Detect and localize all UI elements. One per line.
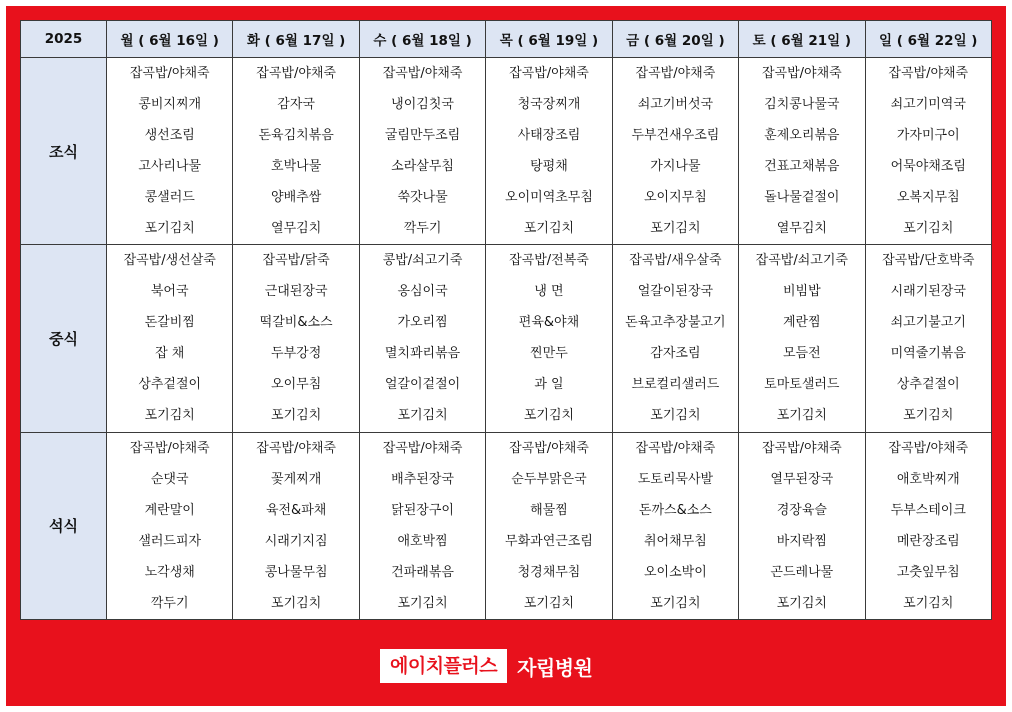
day-header-wed: 수 ( 6월 18일 ) [359, 21, 485, 58]
menu-item: 포기김치 [903, 595, 954, 611]
menu-item: 상추겉절이 [138, 377, 202, 393]
menu-cell-tue [233, 245, 359, 432]
menu-item: 옹심이국 [397, 284, 448, 300]
menu-item: 건표고채볶음 [764, 159, 840, 175]
menu-item: 상추겉절이 [896, 377, 960, 393]
menu-item: 두부스테이크 [890, 502, 966, 518]
menu-item: 열무김치 [271, 221, 322, 237]
menu-item: 돌나물겉절이 [764, 190, 840, 206]
menu-cell-sat [739, 245, 865, 432]
menu-item: 포기김치 [397, 595, 448, 611]
menu-cell-fri [612, 58, 738, 245]
menu-item: 돈육김치볶음 [258, 128, 334, 144]
menu-item: 잡곡밥/야채죽 [635, 440, 716, 456]
menu-cell-sat [739, 432, 865, 619]
menu-item: 탕평채 [530, 159, 568, 175]
menu-item: 감자국 [277, 97, 315, 113]
menu-cell-fri [612, 432, 738, 619]
menu-item: 사태장조림 [517, 128, 581, 144]
menu-item: 가자미구이 [896, 128, 960, 144]
menu-item: 오이미역초무침 [505, 190, 593, 206]
menu-item: 포기김치 [903, 221, 954, 237]
menu-cell-sun [865, 58, 991, 245]
menu-item: 편육&야채 [518, 315, 580, 331]
menu-item: 잡 채 [155, 346, 185, 362]
menu-item: 도토리묵사발 [637, 471, 714, 487]
menu-cell-mon [107, 245, 233, 432]
menu-item: 애호박찜 [397, 533, 448, 549]
menu-item: 잡곡밥/새우살죽 [629, 253, 722, 269]
menu-item: 잡곡밥/전복죽 [509, 253, 589, 269]
menu-item: 닭된장구이 [391, 502, 454, 518]
meal-label: 석식 [21, 432, 107, 619]
menu-item: 열무김치 [776, 221, 827, 237]
menu-cell-thu [486, 432, 612, 619]
hospital-name: 자립병원 [517, 655, 593, 680]
menu-item: 멸치꽈리볶음 [384, 346, 461, 362]
menu-item: 순댓국 [150, 471, 189, 487]
menu-item: 콩밥/쇠고기죽 [382, 253, 463, 269]
menu-table-container [20, 20, 992, 620]
menu-item: 브로컬리샐러드 [631, 377, 720, 393]
menu-item: 육전&파채 [265, 502, 327, 518]
header-row [21, 21, 992, 58]
menu-item: 포기김치 [523, 408, 575, 424]
day-header-tue: 화 ( 6월 17일 ) [233, 21, 359, 58]
menu-item: 고사리나물 [138, 159, 202, 175]
menu-item: 쇠고기미역국 [890, 97, 966, 113]
menu-item: 오복지무침 [896, 190, 960, 206]
menu-cell-wed [359, 58, 485, 245]
menu-item: 잡곡밥/야채죽 [888, 66, 969, 82]
menu-item: 잡곡밥/야채죽 [509, 66, 589, 82]
menu-item: 취어채무침 [644, 533, 707, 549]
menu-item: 돈갈비찜 [144, 315, 195, 331]
menu-item: 노각생채 [144, 564, 195, 580]
red-frame [6, 6, 1006, 706]
menu-cell-mon [107, 432, 233, 619]
menu-item: 열무된장국 [770, 471, 834, 487]
day-header-fri: 금 ( 6월 20일 ) [612, 21, 738, 58]
menu-item: 얼갈이된장국 [637, 284, 714, 300]
menu-item: 냉이김칫국 [391, 97, 454, 113]
menu-item: 잡곡밥/야채죽 [509, 440, 589, 456]
menu-item: 가오리찜 [397, 315, 448, 331]
menu-item: 콩나물무침 [264, 564, 328, 580]
weekly-menu-table [20, 20, 992, 620]
menu-item: 시래기된장국 [890, 284, 966, 300]
menu-item: 해물찜 [530, 502, 568, 518]
menu-item: 잡곡밥/야채죽 [761, 440, 842, 456]
menu-item: 어묵야채조림 [890, 159, 966, 175]
menu-item: 포기김치 [650, 221, 701, 237]
menu-item: 잡곡밥/야채죽 [382, 440, 463, 456]
menu-cell-mon [107, 58, 233, 245]
menu-cell-tue [233, 58, 359, 245]
menu-item: 오이소박이 [644, 564, 707, 580]
menu-cell-wed [359, 432, 485, 619]
menu-item: 호박나물 [271, 159, 322, 175]
menu-item: 잡곡밥/야채죽 [382, 66, 463, 82]
menu-item: 쇠고기버섯국 [637, 97, 714, 113]
menu-item: 포기김치 [650, 408, 701, 424]
menu-item: 콩비지찌개 [138, 97, 202, 113]
menu-item: 샐러드피자 [138, 533, 202, 549]
menu-item: 애호박찌개 [896, 471, 960, 487]
menu-item: 고춧잎무침 [896, 564, 960, 580]
menu-item: 잡곡밥/야채죽 [129, 440, 210, 456]
menu-item: 돈까스&소스 [638, 502, 712, 518]
menu-item: 비빔밥 [782, 284, 821, 300]
hospital-logo [380, 648, 592, 684]
menu-item: 잡곡밥/야채죽 [888, 440, 969, 456]
menu-cell-thu [486, 245, 612, 432]
menu-item: 얼갈이겉절이 [384, 377, 461, 393]
menu-item: 근대된장국 [264, 284, 328, 300]
menu-item: 시래기지짐 [264, 533, 328, 549]
menu-item: 건파래볶음 [391, 564, 454, 580]
menu-item: 굴림만두조림 [384, 128, 461, 144]
menu-item: 가지나물 [650, 159, 701, 175]
meal-row [21, 58, 992, 245]
menu-item: 미역줄기볶음 [890, 346, 966, 362]
menu-item: 잡곡밥/닭죽 [262, 253, 330, 269]
menu-cell-sun [865, 245, 991, 432]
menu-item: 계란찜 [782, 315, 821, 331]
menu-cell-thu [486, 58, 612, 245]
menu-item: 김치콩나물국 [764, 97, 840, 113]
meal-label: 조식 [21, 58, 107, 245]
menu-cell-sat [739, 58, 865, 245]
menu-cell-tue [233, 432, 359, 619]
day-header-mon: 월 ( 6월 16일 ) [107, 21, 233, 58]
menu-item: 곤드레나물 [770, 564, 834, 580]
menu-item: 포기김치 [271, 595, 322, 611]
menu-item: 포기김치 [776, 408, 827, 424]
menu-item: 북어국 [150, 284, 189, 300]
menu-item: 포기김치 [271, 408, 322, 424]
year-header: 2025 [21, 21, 107, 58]
menu-item: 배추된장국 [391, 471, 454, 487]
menu-item: 포기김치 [144, 408, 195, 424]
menu-item: 깍두기 [403, 221, 442, 237]
menu-item: 쑥갓나물 [397, 190, 448, 206]
menu-item: 청국장찌개 [517, 97, 581, 113]
menu-item: 잡곡밥/생선살죽 [123, 253, 216, 269]
menu-item: 양배추쌈 [271, 190, 322, 206]
menu-item: 무화과연근조림 [505, 533, 593, 549]
menu-item: 두부건새우조림 [631, 128, 720, 144]
menu-item: 순두부맑은국 [511, 471, 587, 487]
menu-item: 포기김치 [523, 595, 575, 611]
menu-item: 잡곡밥/야채죽 [256, 440, 336, 456]
menu-item: 청경채무침 [517, 564, 581, 580]
menu-item: 두부강정 [271, 346, 322, 362]
menu-cell-sun [865, 432, 991, 619]
menu-item: 찐만두 [530, 346, 568, 362]
menu-item: 소라살무침 [391, 159, 454, 175]
menu-item: 포기김치 [397, 408, 448, 424]
menu-item: 떡갈비&소스 [259, 315, 333, 331]
menu-item: 잡곡밥/야채죽 [635, 66, 716, 82]
menu-item: 잡곡밥/쇠고기죽 [755, 253, 848, 269]
meal-row [21, 245, 992, 432]
menu-item: 잡곡밥/야채죽 [761, 66, 842, 82]
menu-item: 포기김치 [650, 595, 701, 611]
menu-item: 메란장조림 [896, 533, 960, 549]
menu-item: 잡곡밥/단호박죽 [882, 253, 975, 269]
menu-item: 계란말이 [144, 502, 195, 518]
menu-item: 냉 면 [534, 284, 564, 300]
menu-item: 경장육슬 [776, 502, 827, 518]
menu-item: 과 일 [534, 377, 564, 393]
menu-item: 콩샐러드 [144, 190, 195, 206]
menu-item: 포기김치 [523, 221, 575, 237]
menu-item: 토마토샐러드 [764, 377, 840, 393]
meal-row [21, 432, 992, 619]
menu-item: 오이무침 [271, 377, 322, 393]
menu-item: 포기김치 [776, 595, 827, 611]
menu-item: 깍두기 [150, 595, 189, 611]
day-header-sun: 일 ( 6월 22일 ) [865, 21, 991, 58]
menu-item: 잡곡밥/야채죽 [256, 66, 336, 82]
day-header-sat: 토 ( 6월 21일 ) [739, 21, 865, 58]
menu-item: 잡곡밥/야채죽 [129, 66, 210, 82]
menu-cell-fri [612, 245, 738, 432]
menu-item: 생선조림 [144, 128, 195, 144]
menu-item: 포기김치 [903, 408, 954, 424]
menu-item: 포기김치 [144, 221, 195, 237]
menu-item: 바지락찜 [776, 533, 827, 549]
menu-item: 꽃게찌개 [271, 471, 322, 487]
menu-item: 훈제오리볶음 [764, 128, 840, 144]
menu-item: 감자조림 [650, 346, 701, 362]
menu-cell-wed [359, 245, 485, 432]
menu-item: 모듬전 [782, 346, 821, 362]
meal-label: 중식 [21, 245, 107, 432]
brand-logo-text: 에이치플러스 [380, 649, 507, 683]
menu-item: 오이지무침 [644, 190, 707, 206]
menu-item: 돈육고추장불고기 [625, 315, 726, 331]
menu-item: 쇠고기불고기 [890, 315, 966, 331]
day-header-thu: 목 ( 6월 19일 ) [486, 21, 612, 58]
